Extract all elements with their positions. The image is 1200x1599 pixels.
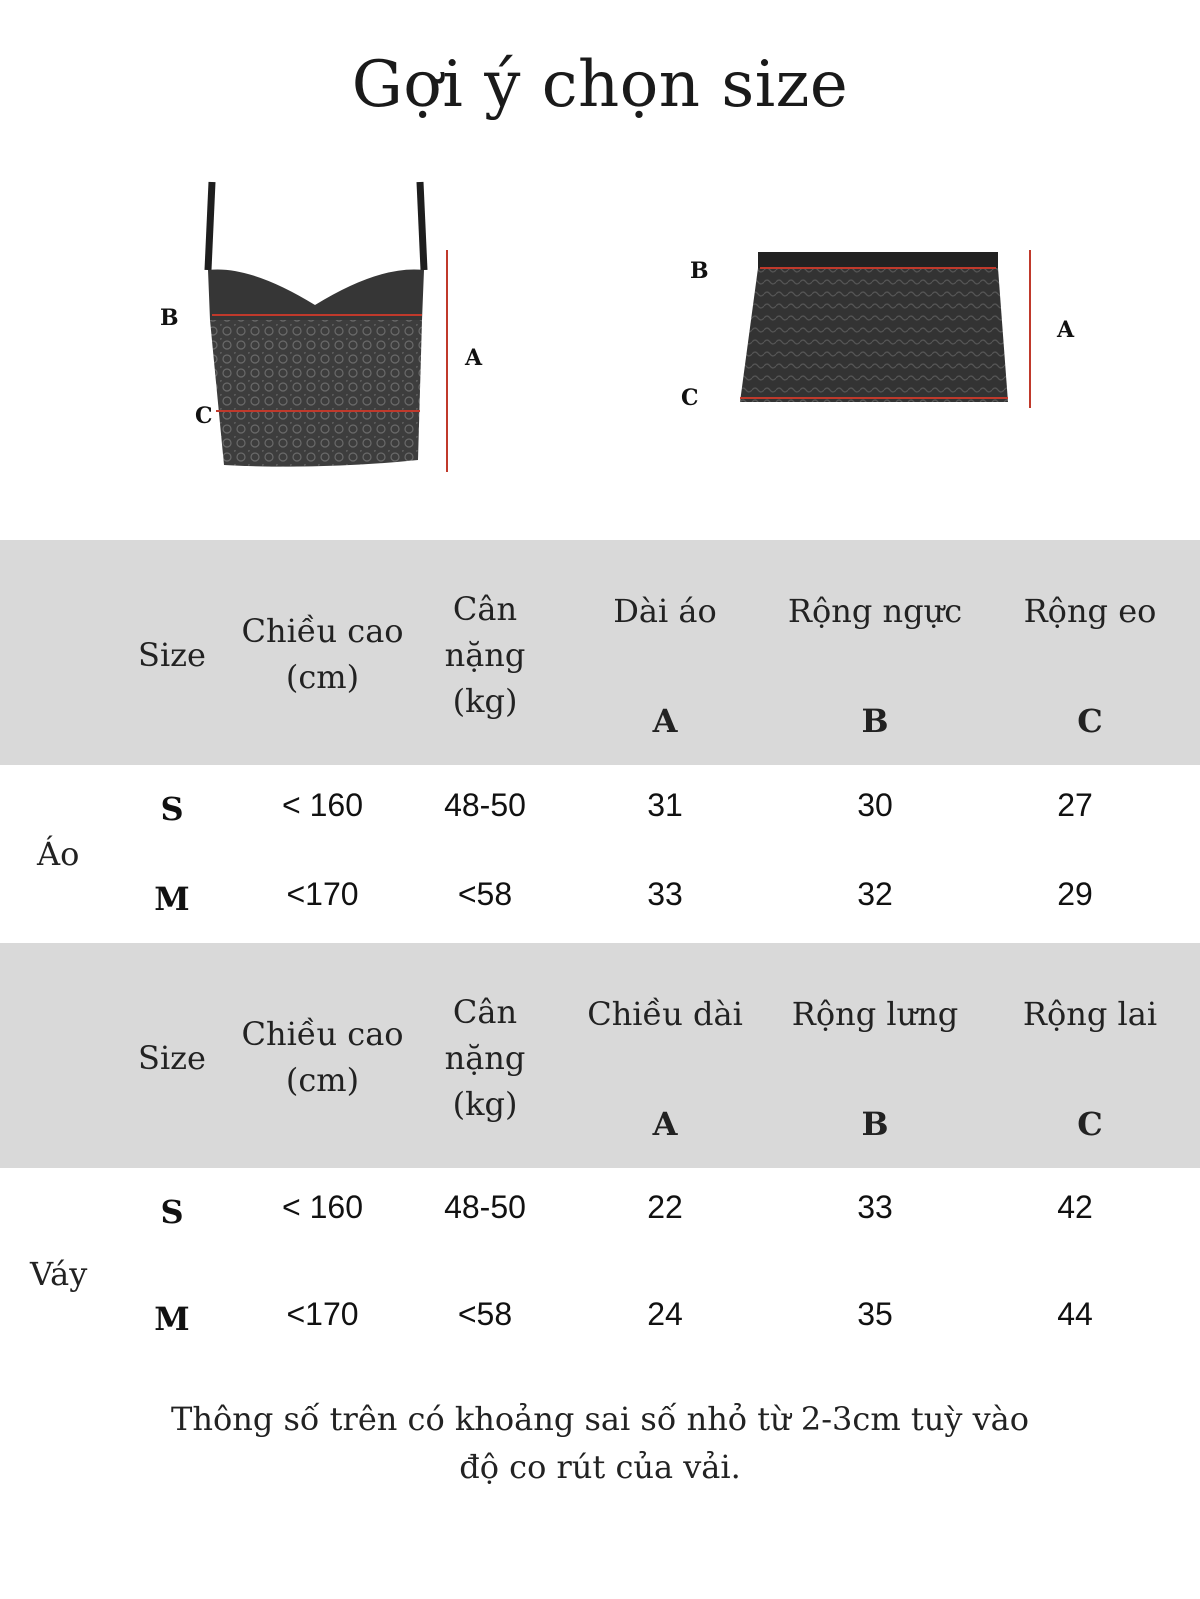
table-cell-b: 35	[857, 1296, 893, 1332]
table-cell-height: < 160	[282, 787, 363, 823]
header-col-a: Chiều dài	[587, 995, 743, 1033]
table-cell-height: < 160	[282, 1189, 363, 1225]
table-cell-a: 24	[647, 1296, 683, 1332]
header-letter-b: B	[861, 1105, 889, 1143]
label-a: A	[465, 345, 483, 371]
table-cell-weight: 48-50	[444, 787, 526, 823]
header-col-b: Rộng lưng	[791, 995, 959, 1033]
table-cell-a: 33	[647, 876, 683, 912]
skirt-figure	[680, 240, 1090, 420]
table-cell-b: 30	[857, 787, 893, 823]
table-cell-b: 32	[857, 876, 893, 912]
header-col-c: Rộng lai	[1022, 995, 1158, 1033]
tolerance-note: Thông số trên có khoảng sai số nhỏ từ 2-3cm tuỳ vào độ co rút của vải.	[171, 1400, 1029, 1486]
header-col-c: Rộng eo	[1023, 592, 1157, 630]
table-cell-b: 33	[857, 1189, 893, 1225]
label-c: C	[681, 385, 699, 411]
table-cell-a: 22	[647, 1189, 683, 1225]
table-row-size: S	[160, 790, 184, 828]
table-row-size: M	[154, 880, 190, 918]
header-weight: Cân nặng (kg)	[444, 993, 526, 1123]
label-a: A	[1057, 317, 1075, 343]
table-cell-c: 44	[1057, 1296, 1093, 1332]
header-col-b: Rộng ngực	[787, 592, 963, 630]
camisole-image	[150, 170, 500, 490]
header-col-a: Dài áo	[613, 592, 717, 630]
header-height: Chiều cao (cm)	[241, 612, 404, 696]
table-cell-height: <170	[286, 1296, 359, 1332]
header-letter-b: B	[861, 702, 889, 740]
header-height: Chiều cao (cm)	[241, 1015, 404, 1099]
table-cell-c: 42	[1057, 1189, 1093, 1225]
header-letter-a: A	[652, 1105, 678, 1143]
skirt-image	[680, 240, 1090, 420]
page-title: Gợi ý chọn size	[351, 48, 849, 122]
group-label-top: Áo	[37, 835, 80, 873]
label-c: C	[195, 403, 213, 429]
table-cell-c: 29	[1057, 876, 1093, 912]
table-cell-weight: 48-50	[444, 1189, 526, 1225]
table-cell-height: <170	[286, 876, 359, 912]
table-row-size: S	[160, 1193, 184, 1231]
table-cell-weight: <58	[457, 1296, 513, 1332]
header-letter-c: C	[1077, 702, 1103, 740]
group-label-skirt: Váy	[30, 1255, 88, 1293]
table-cell-c: 27	[1057, 787, 1093, 823]
label-b: B	[160, 305, 179, 331]
header-letter-a: A	[652, 702, 678, 740]
table-cell-a: 31	[647, 787, 683, 823]
top-garment-figure	[150, 170, 500, 490]
label-b: B	[690, 258, 709, 284]
header-letter-c: C	[1077, 1105, 1103, 1143]
header-size: Size	[138, 1039, 206, 1077]
table-row-size: M	[154, 1300, 190, 1338]
table-cell-weight: <58	[457, 876, 513, 912]
header-weight: Cân nặng (kg)	[444, 590, 526, 720]
header-size: Size	[138, 636, 206, 674]
